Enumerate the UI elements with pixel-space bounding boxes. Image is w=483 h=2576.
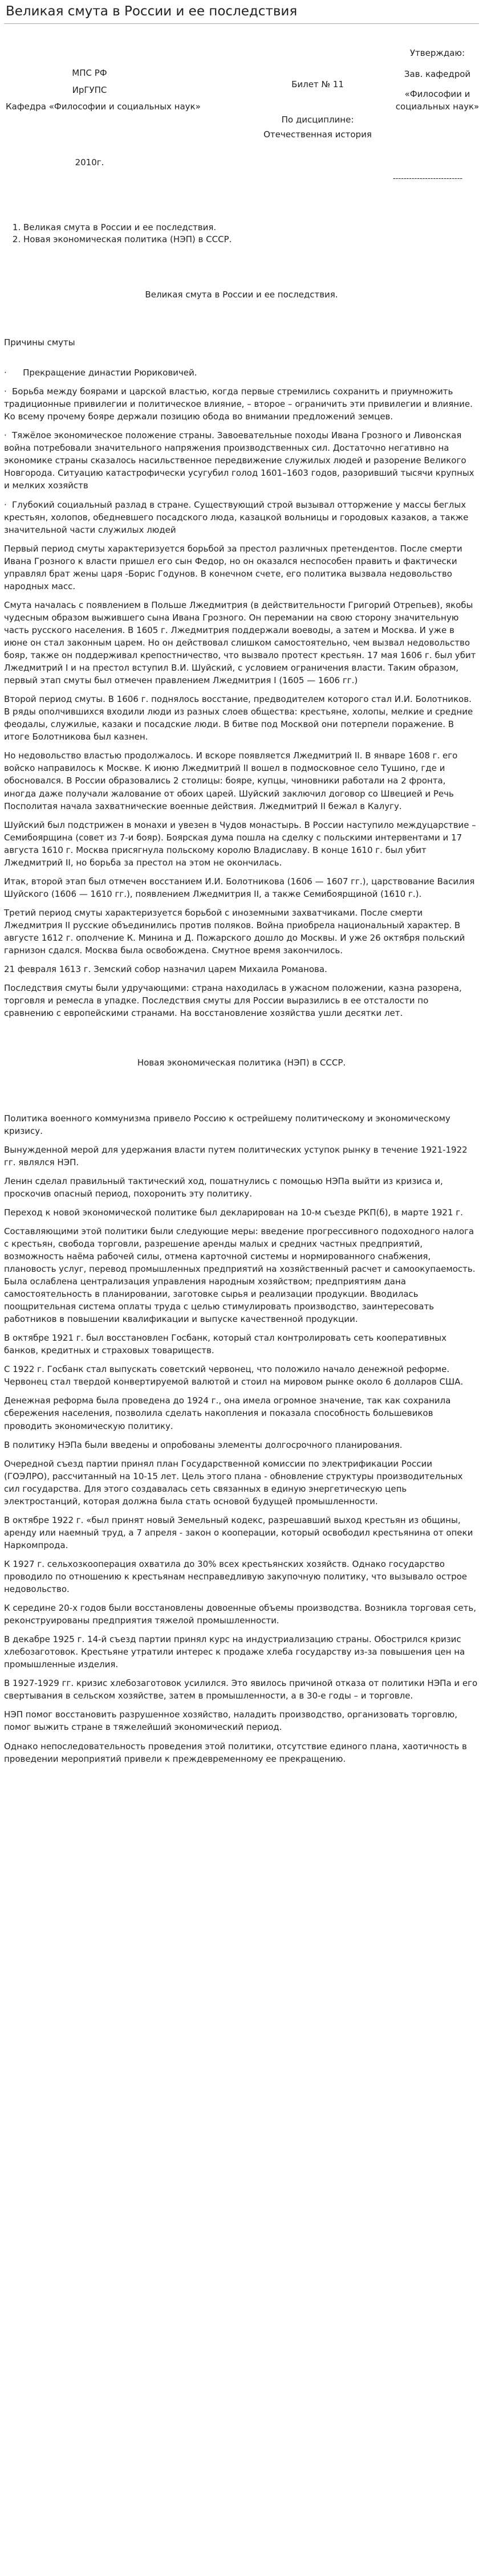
discipline-name: Отечественная история — [263, 129, 372, 140]
table-of-contents — [4, 222, 480, 246]
discipline-label: По дисциплине: — [281, 114, 354, 125]
list-item — [4, 385, 479, 423]
ticket-header — [4, 24, 479, 263]
paragraph: 21 февраля 1613 г. Земский собор назначил царем Михаила Романова. — [4, 964, 327, 975]
paragraph: Политика военного коммунизма привело Россию к острейшему политическому и экономическому кризису. — [4, 1113, 450, 1136]
paragraph: Первый период смуты характеризуется борьбой за престол различных претендентов. После смерти Ивана Грозного к власти пришел его сын Федор, но он оказался неспособен править и фактически управлял брат жены царя -Борис Годунов. В конечном счете, его политика вызвала недовольство народных масс. — [4, 543, 462, 591]
paragraph: Шуйский был подстрижен в монахи и увезен в Чудов монастырь. В России наступило междуцарствие – Семибоярщина (совет из 7-и бояр). Боярская дума пошла на сделку с польскими интервентами и 17 августа 1610 г. Москва присягнула польскому королю Владиславу. В конце 1610 г. был убит Лжедмитрий II, но борьба за престол на этом не окончилась. — [4, 819, 476, 868]
ticket-number: Билет № 11 — [291, 79, 344, 89]
toc-item: 1. Великая смута в России и ее последствия. — [23, 222, 480, 234]
list-item-text: Прекращение династии Рюриковичей. — [23, 368, 197, 378]
paragraph: С 1922 г. Госбанк стал выпускать советский червонец, что положило начало денежной реформе. Червонец стал твердой конвертируемой валютой и стоил на мировом рынке около 6 долларов США. — [4, 1364, 464, 1387]
list-item — [4, 366, 479, 379]
section-heading: Новая экономическая политика (НЭП) в СССР. — [137, 1058, 346, 1068]
signature-line: -------------------------- — [393, 174, 462, 183]
list-item — [4, 429, 479, 492]
year-label: 2010г. — [75, 157, 104, 168]
paragraph: Составляющими этой политики были следующие меры: введение прогрессивного подоходного налога с крестьян, свобода торговли, разрешение аренды малых и средних частных предприятий, возможность наёма рабочей силы, отмена карточной системы и нормированного снабжения, плановость услуг, перевод промышленных предприятий на хозяйственный расчет и самоокупаемость. Была ослаблена централизация управления народным хозяйством; предприятиям дана самостоятельность в планировании, заготовке сырья и реализации продукции. Вводилась поощрительная система оплаты труда с целью стимулировать производство, заинтересовать работников в повышении квалификации и выпуске качественной продукции. — [4, 1226, 476, 1325]
bullet-marker: · — [4, 368, 7, 378]
paragraph: Очередной съезд партии принял план Государственной комиссии по электрификации России (ГОЭЛРО), рассчитанный на 10-15 лет. Цель этого плана - обновление структуры производительных сил государства. Для этого создавалась сеть связанных в единую энергетическую цепь электростанций, которая должна была стать основой будущей промышленности. — [4, 1458, 463, 1507]
paragraph: Вынужденной мерой для удержания власти путем политических уступок рынку в течение 1921-1922 гг. являлся НЭП. — [4, 1144, 468, 1167]
paragraph: НЭП помог восстановить разрушенное хозяйство, наладить производство, организовать торговлю, помог выжить стране в тяжелейший экономический период. — [4, 1709, 458, 1733]
document-title: Великая смута в России и ее последствия — [6, 4, 298, 19]
paragraph: В октябре 1922 г. «был принят новый Земельный кодекс, разрешавший выход крестьян из общины, аренду или наемный труд, а 7 апреля - закон о кооперации, который освободил крестьянина от опеки Наркомпрода. — [4, 1514, 473, 1550]
department-label: Кафедра «Философии и социальных наук» — [6, 101, 201, 112]
paragraph: Последствия смуты были удручающими: страна находилась в ужасном положении, казна разорена, торговля и ремесла в упадке. Последствия смуты для России выразились в ее отсталости по сравнению с европейскими странами. На восстановление хозяйства ушли десятки лет. — [4, 983, 462, 1019]
list-item-text: Борьба между боярами и царской властью, когда первые стремились сохранить и приумножить традиционные привилегии и политическое влияние, – второе – ограничить эти привилегии и влияние. Ко всему прочему бояре держали позицию обода во внимании предложений земцев. — [4, 386, 473, 422]
ministry-label: МПС РФ — [72, 67, 107, 78]
paragraph: Второй период смуты. В 1606 г. поднялось восстание, предводителем которого стал И.И. Болотников. В ряды ополчившихся входили люди из разных слоев общества: крестьяне, холопы, мелкие и средние феодалы, служилые, казаки и посадские люди. В битве под Москвой они потерпели поражение. В итоге Болотникова был казнен. — [4, 694, 473, 742]
bullet-marker: · — [4, 430, 7, 441]
paragraph: К середине 20-х годов были восстановлены довоенные объемы производства. Возникла торговая сеть, реконструированы предприятия тяжелой промышленности. — [4, 1603, 476, 1626]
paragraph: В 1927-1929 гг. кризис хлебозаготовок усилился. Это явилось причиной отказа от политики НЭПа и его свертывания в сельском хозяйстве, затем в промышленности, а в 30-е годы – и торговле. — [4, 1678, 478, 1701]
paragraph: К 1927 г. сельхозкооперация охватила до 30% всех крестьянских хозяйств. Однако государство проводило по отношению к крестьянам несправедливую закупочную политику, что вызывало острое недовольство. — [4, 1558, 468, 1595]
section-heading: Великая смута в России и ее последствия. — [145, 289, 338, 300]
list-item — [4, 499, 479, 536]
department-name: «Философии и социальных наук» — [395, 88, 480, 112]
paragraph: Третий период смуты характеризуется борьбой с иноземными захватчиками. После смерти Лжедмитрия II русские объединились против поляков. Война приобрела национальный характер. В августе 1612 г. ополчение К. Минина и Д. Пожарского дошло до Москвы. И уже 26 октября польский гарнизон сдался. Москва была освобождена. Смутное время закончилось. — [4, 907, 465, 956]
paragraph: В октябре 1921 г. был восстановлен Госбанк, который стал контролировать сеть кооперативных банков, кредитных и страховых товариществ. — [4, 1333, 447, 1356]
approve-label: Утверждаю: — [409, 47, 465, 58]
paragraph: Ленин сделал правильный тактический ход, пошатнулись с помощью НЭПа выйти из кризиса и, проскочив опасный период, похоронить эту политику. — [4, 1175, 443, 1199]
paragraph: В политику НЭПа были введены и опробованы элементы долгосрочного планирования. — [4, 1439, 403, 1450]
paragraph: Итак, второй этап был отмечен восстанием И.И. Болотникова (1606 — 1607 гг.), царствование Василия Шуйского (1606 — 1610 гг.), появлением Лжедмитрия II, а также Семибоярщиной (1610 г.). — [4, 876, 475, 899]
department-head-label: Зав. кафедрой — [404, 68, 471, 79]
paragraph: Денежная реформа была проведена до 1924 г., она имела огромное значение, так как сохранила сбережения населения, позволила сделать накопления и показала способность большевиков проводить экономическую политику. — [4, 1395, 451, 1431]
bullet-marker: · — [4, 386, 7, 397]
paragraph: Однако непоследовательность проведения этой политики, отсутствие единого плана, хаотичность в проведении мероприятий привели к преждевременному ее прекращению. — [4, 1741, 467, 1764]
list-item-text: Глубокий социальный разлад в стране. Существующий строй вызывал отторжение у массы беглых крестьян, холопов, обедневшего посадского люда, казацкой вольницы и городовых казаков, а также значительной части служилых людей — [4, 499, 469, 535]
paragraph: Смута началась с появлением в Польше Лжедмитрия (в действительности Григорий Отрепьев), якобы чудесным образом выжившего сына Ивана Грозного. Он перемании на свою сторону значительную часть русского населения. В 1605 г. Лжедмитрия поддержали воеводы, а затем и Москва. И уже в июне он стал законным царем. Но он действовал слишком самостоятельно, чем вызвал недовольство бояр, также он поддерживал крепостничество, что вызвало протест крестьян. 17 мая 1606 г. был убит Лжедмитрий I и на престол вступил В.И. Шуйский, с условием ограничения власти. Таким образом, первый этап смуты был отмечен правлением Лжедмитрия I (1605 — 1606 гг.) — [4, 599, 476, 686]
subheading: Причины смуты — [4, 337, 75, 348]
toc-item: 2. Новая экономическая политика (НЭП) в СССР. — [23, 234, 480, 246]
paragraph: В декабре 1925 г. 14-й съезд партии принял курс на индустриализацию страны. Обострился кризис хлебозаготовок. Крестьяне утратили интерес к продаже хлеба государству из-за повышения цен на промышленные изделия. — [4, 1634, 465, 1670]
bullet-marker: · — [4, 499, 7, 510]
university-label: ИрГУПС — [72, 84, 107, 95]
paragraph: Но недовольство властью продолжалось. И вскоре появляется Лжедмитрий II. В январе 1608 г. его войско направилось к Москве. К июню Лжедмитрий II вошел в подмосковное село Тушино, где и обосновался. В России образовались 2 столицы: бояре, купцы, чиновники работали на 2 фронта, иногда даже получали жалование от обоих царей. Шуйский заключил договор со Швецией и Речь Посполитая начала захватнические военные действия. Лжедмитрий II бежал в Калугу. — [4, 750, 458, 811]
paragraph: Переход к новой экономической политике был декларирован на 10-м съезде РКП(б), в марте 1921 г. — [4, 1207, 463, 1218]
list-item-text: Тяжёлое экономическое положение страны. Завоевательные походы Ивана Грозного и Ливонская война потребовали значительного напряжения производственных сил. Достаточно негативно на экономике страны сказалось насильственное передвижение служилых людей и разорение Великого Новгорода. Ситуацию катастрофически усугубил голод 1601–1603 годов, разоривший тысячи крупных и мелких хозяйств — [4, 430, 474, 491]
